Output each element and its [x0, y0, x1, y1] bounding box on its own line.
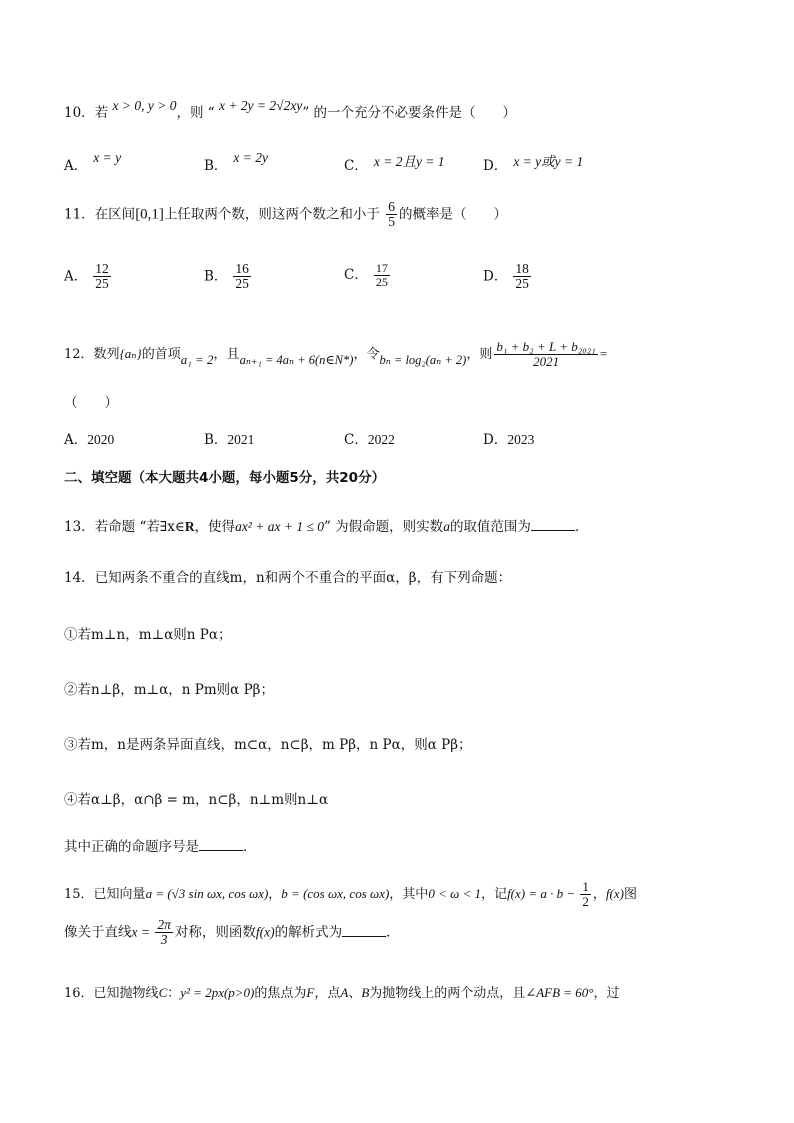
- question-14: [64, 570, 511, 587]
- option-expr: x = y或y = 1: [513, 154, 584, 169]
- option-fraction: [233, 262, 251, 292]
- q11-option-d[interactable]: [483, 262, 533, 292]
- question-11: [64, 200, 507, 230]
- q15-line-2: [64, 918, 400, 948]
- q16-parabola-equation: y² = 2px(p>0): [180, 985, 255, 1000]
- q13-inequality: ax² + ax + 1 ≤ 0: [235, 519, 324, 534]
- q12-option-a[interactable]: [64, 432, 114, 449]
- q10-condition: x > 0, y > 0: [112, 98, 177, 113]
- option-fraction: [374, 262, 390, 289]
- q14-proposition-4: ④若α⊥β，α∩β = m，n⊂β，n⊥m则n⊥α: [64, 792, 329, 808]
- q12-paren: （ ）: [64, 395, 118, 411]
- option-letter: A．: [64, 268, 88, 285]
- q11-text-c: 的概率是（ ）: [398, 206, 507, 223]
- q15-text-d: ，: [592, 886, 606, 902]
- q16-text-a: 已知抛物线: [93, 986, 159, 1001]
- q15-line2-a: 像关于直线: [64, 924, 132, 941]
- q12-text-a: 数列: [93, 346, 120, 362]
- q14-answer-line: [64, 838, 257, 856]
- q11-number: 11．: [64, 206, 95, 223]
- fraction-denominator: 3: [160, 932, 168, 948]
- q12-bn-definition: bₙ = log₂(aₙ + 2): [379, 352, 467, 367]
- option-expr: x = 2且y = 1: [373, 154, 445, 169]
- q11-fraction: [386, 200, 397, 230]
- option-letter: B．: [204, 268, 228, 285]
- fraction-numerator: 12: [95, 261, 109, 276]
- q11-text-b: 上任取两个数，则这两个数之和小于: [163, 206, 380, 223]
- q15-answer-blank[interactable]: [342, 924, 386, 937]
- q13-answer-blank[interactable]: [531, 518, 575, 531]
- option-letter: C．: [344, 158, 368, 174]
- q12-equals: =: [599, 345, 608, 361]
- q12-number: 12．: [64, 346, 94, 362]
- q11-text-a: 在区间: [94, 206, 136, 223]
- q10-option-a[interactable]: [64, 150, 122, 175]
- q14-number: 14．: [64, 570, 95, 586]
- q15-line2-b: 对称，则函数: [174, 924, 256, 941]
- option-fraction: [93, 262, 111, 292]
- fraction-numerator: b₁ + b₂ + L + b₂₀₂₁: [496, 339, 596, 354]
- fraction-denominator: 25: [375, 274, 388, 289]
- option-value: 2023: [507, 432, 535, 447]
- q12-text-e: ，则: [466, 346, 493, 362]
- q16-dun: 、: [348, 986, 362, 1001]
- q15-pi-fraction: [155, 918, 173, 948]
- q15-separator: ，: [268, 886, 282, 902]
- option-letter: B．: [204, 158, 228, 174]
- q16-point-a: A: [340, 985, 349, 1000]
- q11-options: [64, 262, 744, 302]
- q12-sequence: {aₙ}: [119, 345, 142, 361]
- q10-equation: x + 2y = 2√2xy: [218, 98, 303, 113]
- q16-colon: ：: [167, 986, 181, 1001]
- q16-text-d: 为抛物线上的两个动点，且: [369, 986, 526, 1001]
- q14-end: ．: [243, 839, 257, 855]
- fraction-numerator: 16: [235, 261, 249, 276]
- q14-proposition-1: ①若m⊥n，m⊥α则n Pα；: [64, 627, 232, 643]
- q10-options: [64, 152, 744, 176]
- question-12: [64, 340, 607, 369]
- q15-number: 15．: [64, 886, 94, 902]
- option-letter: C．: [344, 266, 368, 283]
- option-letter: D．: [483, 268, 508, 285]
- option-value: 2021: [227, 432, 255, 447]
- option-letter: D．: [483, 432, 508, 448]
- q10-text-a: 若: [94, 105, 109, 121]
- q15-function-2: f(x): [605, 885, 624, 901]
- q13-text-b: ，使得: [194, 519, 236, 535]
- q10-option-b[interactable]: [204, 150, 269, 175]
- q16-focus-f: F: [306, 985, 315, 1000]
- q15-text-e: 图: [623, 886, 637, 902]
- q10-text-b: ，则 “: [176, 105, 215, 121]
- q13-text-d: 的取值范围为: [449, 519, 531, 535]
- q13-text-a: 若命题 “若∃x∈: [94, 519, 185, 535]
- q12-sum-fraction: [494, 340, 597, 369]
- q13-number: 13．: [64, 519, 95, 535]
- q12-options: [64, 432, 744, 452]
- fraction-denominator: 25: [95, 276, 109, 292]
- fraction-numerator: 18: [515, 261, 529, 276]
- q16-text-c: ，点: [314, 986, 341, 1001]
- fraction-numerator: 1: [582, 879, 589, 894]
- q15-function: f(x) = a · b −: [507, 885, 579, 901]
- q15-text-b: ，其中: [389, 886, 429, 902]
- question-10: [64, 98, 517, 122]
- q14-intro: 已知两条不重合的直线m，n和两个不重合的平面α，β，有下列命题：: [94, 570, 512, 586]
- question-13: [64, 518, 588, 536]
- q15-end: ．: [386, 924, 400, 941]
- q15-x-equals: x =: [131, 924, 154, 940]
- q14-answer-text: 其中正确的命题序号是: [64, 839, 199, 855]
- q11-interval: [0,1]: [135, 206, 164, 223]
- option-letter: C．: [344, 432, 368, 448]
- q12-option-d[interactable]: [483, 432, 534, 449]
- q10-option-d[interactable]: [483, 154, 584, 175]
- question-15: [64, 880, 637, 909]
- q15-half-fraction: [580, 880, 591, 909]
- q16-text-e: ，过: [593, 986, 620, 1001]
- option-letter: B．: [204, 432, 228, 448]
- q15-text-c: ，记: [481, 886, 508, 902]
- question-16: [64, 985, 620, 1002]
- fraction-numerator: 2π: [157, 917, 171, 932]
- q10-number: 10．: [64, 105, 95, 121]
- q12-option-b[interactable]: [204, 432, 254, 449]
- fraction-denominator: 25: [515, 276, 529, 292]
- q12-option-c[interactable]: [344, 432, 395, 449]
- q16-number: 16．: [64, 986, 94, 1001]
- fraction-denominator: 25: [235, 276, 249, 292]
- q13-text-c: ” 为假命题，则实数: [323, 519, 444, 535]
- option-letter: A．: [64, 158, 88, 174]
- q14-proposition-2: ②若n⊥β，m⊥α，n Pm则α Pβ；: [64, 682, 274, 698]
- q12-first-term: a₁ = 2: [180, 351, 214, 367]
- section-2-heading: 二、填空题（本大题共4小题，每小题5分，共20分）: [64, 470, 386, 486]
- fraction-denominator: 5: [388, 214, 395, 230]
- q15-line2-c: 的解析式为: [274, 924, 343, 941]
- q12-recurrence: aₙ₊₁ = 4aₙ + 6(n∈N*): [239, 352, 354, 367]
- q15-text-a: 已知向量: [93, 886, 146, 902]
- option-value: 2022: [367, 432, 395, 447]
- q15-vector-b: b = (cos ωx, cos ωx): [281, 885, 390, 901]
- q16-angle: ∠AFB = 60°: [525, 985, 594, 1000]
- q16-curve-c: C: [158, 985, 168, 1000]
- fraction-denominator: 2021: [533, 353, 560, 369]
- option-letter: D．: [483, 158, 508, 174]
- option-expr: x = 2y: [233, 150, 269, 165]
- q15-vector-a: a = (√3 sin ωx, cos ωx): [145, 885, 269, 901]
- q10-option-c[interactable]: [344, 154, 445, 175]
- option-letter: A．: [64, 432, 88, 448]
- q11-option-c[interactable]: [344, 262, 392, 289]
- q10-text-c: ” 的一个充分不必要条件是（ ）: [302, 105, 517, 121]
- option-expr: x = y: [93, 150, 122, 165]
- fraction-numerator: 6: [388, 199, 395, 214]
- fraction-numerator: 17: [375, 261, 388, 275]
- q13-real-set: R: [184, 519, 195, 534]
- q16-point-b: B: [361, 985, 370, 1000]
- fraction-denominator: 2: [582, 893, 589, 909]
- q16-text-b: 的焦点为: [254, 986, 307, 1001]
- q15-range: 0 < ω < 1: [428, 885, 482, 901]
- q13-end: ．: [574, 519, 589, 535]
- q12-text-d: ，令: [353, 346, 380, 362]
- option-fraction: [513, 262, 531, 292]
- q12-text-b: 的首项: [141, 346, 181, 362]
- option-value: 2020: [87, 432, 115, 447]
- q11-option-b[interactable]: [204, 262, 253, 292]
- q14-proposition-3: ③若m，n是两条异面直线，m⊂α，n⊂β，m Pβ，n Pα，则α Pβ；: [64, 737, 472, 753]
- q15-function-3: f(x): [255, 924, 275, 940]
- q13-variable-a: a: [443, 519, 450, 534]
- q14-answer-blank[interactable]: [199, 838, 243, 851]
- q12-text-c: ，且: [213, 346, 240, 362]
- q11-option-a[interactable]: [64, 262, 113, 292]
